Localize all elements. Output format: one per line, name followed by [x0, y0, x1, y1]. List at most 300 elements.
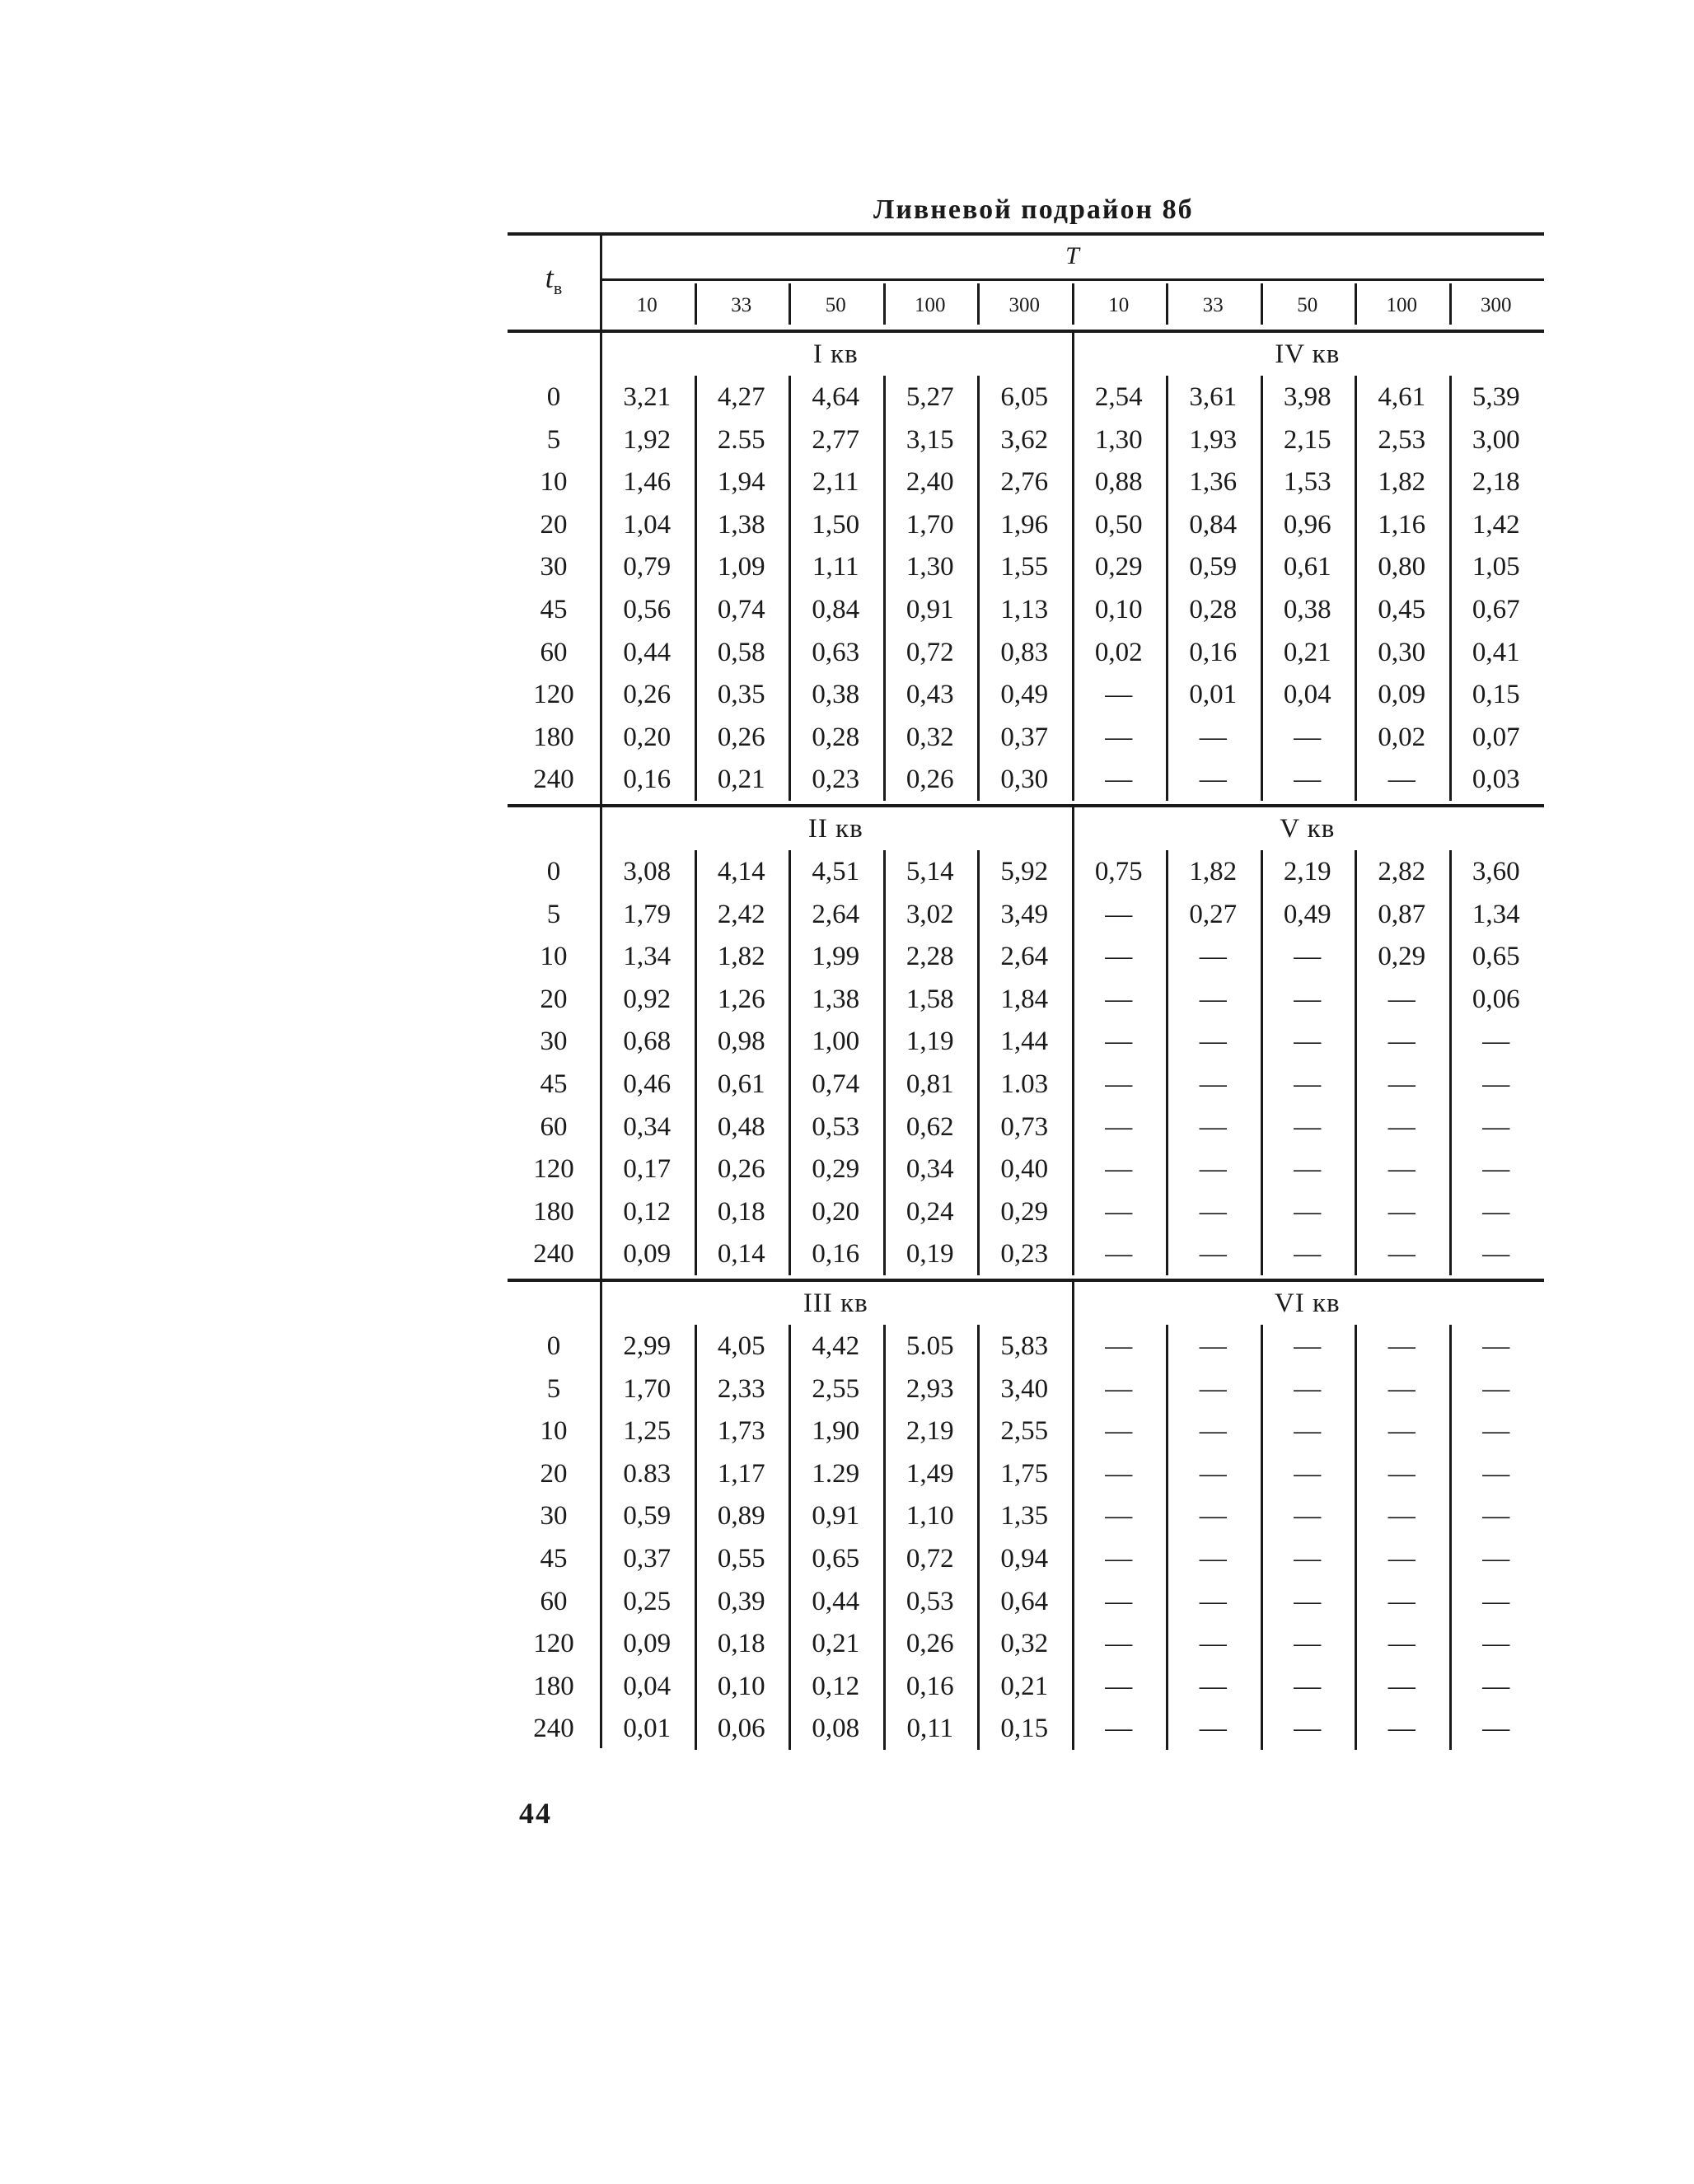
table-cell: — [1105, 1458, 1133, 1489]
table-cell: 1,13 [1000, 595, 1049, 624]
table-cell: 0,06 [1472, 984, 1520, 1014]
table-cell: 2,11 [812, 467, 859, 498]
table-cell: 0,16 [623, 765, 672, 795]
table-cell: — [1105, 1111, 1133, 1142]
table-cell: — [1105, 1196, 1133, 1227]
table-cell: 0,10 [717, 1671, 765, 1701]
table-cell: — [1199, 1416, 1227, 1447]
row-time-label: 10 [540, 1416, 568, 1447]
table-cell: — [1482, 1544, 1510, 1574]
table-cell: 0,48 [717, 1111, 765, 1142]
table-cell: 2,99 [623, 1331, 672, 1361]
table-cell: — [1105, 1027, 1133, 1057]
table-cell: — [1199, 1239, 1227, 1270]
table-cell: — [1387, 1629, 1416, 1659]
table-cell: 0,37 [1000, 722, 1049, 752]
table-cell: 2,28 [905, 942, 954, 972]
table-cell: 0,72 [905, 1544, 954, 1574]
table-cell: — [1294, 1458, 1322, 1489]
table-cell: 1,70 [623, 1373, 672, 1404]
table-cell: 0,25 [623, 1586, 672, 1616]
table-cell: — [1387, 1239, 1416, 1270]
table-cell: 0,67 [1472, 595, 1520, 624]
table-cell: 0,26 [905, 1629, 954, 1659]
row-time-label: 180 [533, 722, 574, 752]
table-cell: — [1387, 1027, 1416, 1057]
table-cell: — [1482, 1069, 1510, 1099]
table-cell: 0,65 [1472, 942, 1520, 972]
table-cell: 4,61 [1378, 382, 1426, 412]
table-cell: — [1105, 765, 1133, 795]
table-cell: 4,51 [812, 857, 860, 886]
table-cell: — [1199, 942, 1227, 972]
table-cell: 0,61 [717, 1069, 765, 1099]
table-cell: 0,84 [1189, 509, 1238, 540]
row-time-label: 0 [546, 857, 561, 886]
table-cell: 5,27 [905, 382, 954, 412]
table-cell: 0,12 [623, 1196, 672, 1227]
table-cell: 2,64 [1000, 942, 1049, 972]
table-cell: 0,45 [1378, 595, 1426, 624]
table-cell: 0,61 [1283, 552, 1331, 582]
t-value-header: 100 [915, 294, 946, 316]
table-cell: 2,64 [812, 899, 860, 929]
table-cell: — [1294, 1154, 1322, 1185]
table-cell: — [1387, 1458, 1416, 1489]
table-cell: 0,83 [1000, 637, 1049, 667]
table-cell: — [1294, 1544, 1322, 1574]
table-cell: — [1199, 1196, 1227, 1227]
row-time-label: 60 [540, 1111, 568, 1142]
table-cell: 0,20 [623, 722, 672, 752]
table-cell: — [1105, 1544, 1133, 1574]
table-cell: 0,91 [812, 1501, 860, 1532]
table-cell: — [1105, 1586, 1133, 1616]
table-cell: 1,70 [905, 509, 954, 540]
table-cell: 0,09 [623, 1239, 672, 1270]
table-cell: 0,59 [623, 1501, 672, 1532]
table-cell: 0,74 [812, 1069, 860, 1099]
table-cell: 2,77 [812, 424, 860, 455]
table-cell: 5,92 [1000, 857, 1049, 886]
table-cell: 0,59 [1189, 552, 1238, 582]
page-number: 44 [519, 1797, 552, 1830]
table-cell: 0.83 [623, 1458, 672, 1489]
table-cell: 0,88 [1094, 467, 1143, 498]
table-cell: 2,19 [905, 1416, 954, 1447]
table-cell: 0,27 [1189, 899, 1238, 929]
header-column-divider [1449, 283, 1452, 325]
table-cell: — [1105, 984, 1133, 1014]
header-column-divider [789, 283, 791, 325]
table-cell: — [1199, 722, 1227, 752]
table-cell: — [1294, 1111, 1322, 1142]
table-cell: 0,18 [717, 1196, 765, 1227]
table-cell: 1,16 [1378, 509, 1426, 540]
header-column-divider [1072, 283, 1074, 325]
table-cell: 1,82 [1189, 857, 1238, 886]
table-cell: — [1482, 1027, 1510, 1057]
table-cell: — [1105, 1154, 1133, 1185]
table-cell: — [1294, 1196, 1322, 1227]
table-cell: 1,10 [905, 1501, 954, 1532]
table-cell: — [1294, 1671, 1322, 1701]
table-cell: 1,30 [1094, 424, 1143, 455]
row-time-label: 5 [546, 1373, 561, 1404]
table-cell: 1,58 [905, 984, 954, 1014]
table-cell: 1,94 [717, 467, 765, 498]
table-cell: 0,29 [1378, 942, 1426, 972]
table-cell: 3,49 [1000, 899, 1049, 929]
table-cell: — [1294, 1586, 1322, 1616]
row-time-label: 45 [540, 595, 568, 624]
table-cell: 0,58 [717, 637, 765, 667]
table-cell: 0,26 [623, 680, 672, 710]
header-column-divider [977, 283, 980, 325]
table-cell: — [1294, 1714, 1322, 1744]
table-cell: 0,49 [1283, 899, 1331, 929]
table-cell: — [1482, 1501, 1510, 1532]
table-cell: 0,29 [1000, 1196, 1049, 1227]
row-time-label: 30 [540, 1027, 568, 1057]
table-top-rule [508, 232, 1544, 236]
row-time-label: 5 [546, 899, 561, 929]
table-cell: 1,38 [812, 984, 860, 1014]
table-cell: — [1105, 1416, 1133, 1447]
table-cell: — [1387, 1671, 1416, 1701]
table-cell: 1,46 [623, 467, 672, 498]
table-cell: 2,76 [1000, 467, 1049, 498]
table-cell: — [1199, 1373, 1227, 1404]
table-cell: 3,62 [1000, 424, 1049, 455]
row-time-label: 60 [540, 637, 568, 667]
table-cell: 1,42 [1472, 509, 1520, 540]
table-cell: 1,09 [717, 552, 765, 582]
table-cell: 1,30 [905, 552, 954, 582]
table-cell: 0,10 [1094, 595, 1143, 624]
table-cell: 0,91 [905, 595, 954, 624]
table-cell: 0,75 [1094, 857, 1143, 886]
table-cell: 4,27 [717, 382, 765, 412]
table-cell: 3,00 [1472, 424, 1520, 455]
table-cell: 1,25 [623, 1416, 672, 1447]
row-time-label: 60 [540, 1586, 568, 1616]
table-cell: 0,40 [1000, 1154, 1049, 1185]
table-cell: 0,19 [905, 1239, 954, 1270]
table-cell: 4,14 [717, 857, 765, 886]
table-cell: — [1199, 1111, 1227, 1142]
table-cell: — [1199, 1458, 1227, 1489]
table-cell: 0,46 [623, 1069, 672, 1099]
table-cell: 0,04 [1283, 680, 1331, 710]
table-cell: 1,96 [1000, 509, 1049, 540]
table-cell: 0,06 [717, 1714, 765, 1744]
table-cell: 0,37 [623, 1544, 672, 1574]
t-value-header: 300 [1008, 294, 1040, 316]
table-cell: 0,34 [623, 1111, 672, 1142]
table-cell: — [1105, 1501, 1133, 1532]
t-value-header: 33 [731, 294, 752, 316]
table-cell: 1,84 [1000, 984, 1049, 1014]
table-cell: 0,11 [906, 1714, 954, 1744]
table-cell: 0,28 [1189, 595, 1238, 624]
table-cell: — [1387, 1069, 1416, 1099]
table-cell: 1.29 [812, 1458, 860, 1489]
table-cell: 0,15 [1000, 1714, 1049, 1744]
table-cell: — [1105, 942, 1133, 972]
table-cell: 0,89 [717, 1501, 765, 1532]
table-cell: — [1199, 1501, 1227, 1532]
section-label-right: VI кв [1274, 1288, 1341, 1318]
table-cell: 0,09 [1378, 680, 1426, 710]
table-cell: — [1482, 1111, 1510, 1142]
table-cell: 0,55 [717, 1544, 765, 1574]
table-cell: 0,43 [905, 680, 954, 710]
section-label-right: V кв [1280, 814, 1336, 844]
table-cell: 1,00 [812, 1027, 860, 1057]
table-cell: — [1105, 1069, 1133, 1099]
table-cell: 1,19 [905, 1027, 954, 1057]
table-cell: — [1105, 680, 1133, 710]
table-cell: 0,38 [812, 680, 860, 710]
table-cell: 2.55 [717, 424, 765, 455]
table-cell: — [1199, 1629, 1227, 1659]
table-cell: 1,90 [812, 1416, 860, 1447]
t-value-header: 33 [1202, 294, 1224, 316]
table-cell: — [1105, 1629, 1133, 1659]
table-cell: — [1387, 1501, 1416, 1532]
table-cell: 1,11 [812, 552, 859, 582]
table-cell: — [1482, 1373, 1510, 1404]
table-cell: 0,26 [717, 1154, 765, 1185]
table-cell: — [1387, 1714, 1416, 1744]
table-cell: 0,18 [717, 1629, 765, 1659]
table-cell: 0,21 [812, 1629, 860, 1659]
table-cell: — [1482, 1629, 1510, 1659]
table-cell: 1,75 [1000, 1458, 1049, 1489]
header-column-divider [883, 283, 886, 325]
table-cell: — [1482, 1458, 1510, 1489]
table-cell: 0,72 [905, 637, 954, 667]
table-cell: 0,26 [717, 722, 765, 752]
table-cell: 2,55 [1000, 1416, 1049, 1447]
t-value-header: 10 [1108, 294, 1130, 316]
table-cell: — [1294, 765, 1322, 795]
table-cell: 0,98 [717, 1027, 765, 1057]
table-cell: 0,38 [1283, 595, 1331, 624]
table-cell: 5,83 [1000, 1331, 1049, 1361]
table-cell: 0,84 [812, 595, 860, 624]
table-cell: — [1387, 984, 1416, 1014]
table-cell: 0,20 [812, 1196, 860, 1227]
table-cell: 6,05 [1000, 382, 1049, 412]
table-cell: — [1105, 1331, 1133, 1361]
table-cell: 0,56 [623, 595, 672, 624]
table-cell: 3,98 [1283, 382, 1331, 412]
table-cell: 0,03 [1472, 765, 1520, 795]
table-cell: 1,26 [717, 984, 765, 1014]
row-time-label: 10 [540, 467, 568, 498]
table-cell: 1,79 [623, 899, 672, 929]
table-cell: — [1294, 1416, 1322, 1447]
table-cell: — [1105, 1671, 1133, 1701]
table-cell: 3,02 [905, 899, 954, 929]
header-column-divider [695, 283, 697, 325]
table-cell: — [1199, 1586, 1227, 1616]
table-cell: — [1294, 722, 1322, 752]
row-time-label: 20 [540, 984, 568, 1014]
table-cell: 0,24 [905, 1196, 954, 1227]
table-cell: 1,38 [717, 509, 765, 540]
table-cell: 1,36 [1189, 467, 1238, 498]
table-cell: 0,02 [1094, 637, 1143, 667]
table-cell: 0,09 [623, 1629, 672, 1659]
table-cell: 0,28 [812, 722, 860, 752]
table-cell: — [1105, 1239, 1133, 1270]
table-cell: 0,14 [717, 1239, 765, 1270]
table-cell: — [1482, 1196, 1510, 1227]
row-time-label: 120 [533, 680, 574, 710]
table-cell: 0,32 [1000, 1629, 1049, 1659]
table-cell: 3,60 [1472, 857, 1520, 886]
table-cell: 0,26 [905, 765, 954, 795]
row-time-label: 240 [533, 1714, 574, 1744]
table-cell: 1,34 [1472, 899, 1520, 929]
table-cell: 0,32 [905, 722, 954, 752]
table-cell: 3,40 [1000, 1373, 1049, 1404]
row-time-label: 240 [533, 765, 574, 795]
table-cell: 3,21 [623, 382, 672, 412]
header-column-divider [1166, 283, 1168, 325]
table-cell: 0,49 [1000, 680, 1049, 710]
table-cell: 1,82 [1378, 467, 1426, 498]
table-cell: 1,92 [623, 424, 672, 455]
table-cell: 0,29 [1094, 552, 1143, 582]
table-cell: — [1482, 1714, 1510, 1744]
table-cell: 0,35 [717, 680, 765, 710]
table-cell: 2,19 [1283, 857, 1331, 886]
row-time-label: 30 [540, 1501, 568, 1532]
table-cell: — [1105, 722, 1133, 752]
table-cell: 1,35 [1000, 1501, 1049, 1532]
table-cell: — [1294, 1239, 1322, 1270]
table-cell: 1,50 [812, 509, 860, 540]
table-cell: 0,73 [1000, 1111, 1049, 1142]
t-value-header: 50 [1297, 294, 1318, 316]
table-cell: — [1482, 1331, 1510, 1361]
row-time-label: 180 [533, 1671, 574, 1701]
table-cell: — [1482, 1416, 1510, 1447]
table-cell: — [1294, 1629, 1322, 1659]
row-time-label: 45 [540, 1069, 568, 1099]
table-cell: — [1387, 1331, 1416, 1361]
table-cell: 0,44 [623, 637, 672, 667]
table-cell: 0,29 [812, 1154, 860, 1185]
t-value-header: 10 [636, 294, 657, 316]
table-cell: — [1199, 1027, 1227, 1057]
table-cell: 0,16 [905, 1671, 954, 1701]
table-cell: 1,99 [812, 942, 860, 972]
header-column-divider [1261, 283, 1263, 325]
table-cell: — [1387, 1544, 1416, 1574]
table-cell: 0,53 [905, 1586, 954, 1616]
row-time-label: 120 [533, 1154, 574, 1185]
table-cell: 2,93 [905, 1373, 954, 1404]
table-cell: 1,82 [717, 942, 765, 972]
table-cell: — [1387, 765, 1416, 795]
table-cell: 0,16 [1189, 637, 1238, 667]
table-cell: 0,94 [1000, 1544, 1049, 1574]
table-cell: 1,34 [623, 942, 672, 972]
table-cell: — [1387, 1196, 1416, 1227]
table-cell: — [1294, 1069, 1322, 1099]
table-cell: 0,41 [1472, 637, 1520, 667]
table-cell: — [1482, 1154, 1510, 1185]
table-cell: — [1105, 1373, 1133, 1404]
table-cell: — [1482, 1671, 1510, 1701]
section-label-left: II кв [807, 814, 863, 844]
table-cell: — [1199, 1331, 1227, 1361]
table-cell: 0,23 [1000, 1239, 1049, 1270]
table-cell: 1,93 [1189, 424, 1238, 455]
table-cell: 0,34 [905, 1154, 954, 1185]
row-label-text: t [545, 261, 554, 294]
table-cell: 0,53 [812, 1111, 860, 1142]
table-cell: 1,73 [717, 1416, 765, 1447]
table-cell: 5,14 [905, 857, 954, 886]
table-cell: 1,44 [1000, 1027, 1049, 1057]
table-cell: 0,15 [1472, 680, 1520, 710]
table-cell: 0,39 [717, 1586, 765, 1616]
table-cell: 0,50 [1094, 509, 1143, 540]
table-cell: — [1482, 1239, 1510, 1270]
table-cell: 0,21 [1283, 637, 1331, 667]
table-cell: 1.03 [1000, 1069, 1049, 1099]
table-cell: — [1105, 1714, 1133, 1744]
table-cell: — [1199, 1069, 1227, 1099]
table-cell: — [1199, 984, 1227, 1014]
table-cell: — [1199, 1671, 1227, 1701]
table-cell: 0,07 [1472, 722, 1520, 752]
row-time-label: 10 [540, 942, 568, 972]
t-group-rule [600, 278, 1544, 281]
table-cell: 0,87 [1378, 899, 1426, 929]
table-cell: 1,17 [717, 1458, 765, 1489]
header-column-divider [1355, 283, 1357, 325]
table-cell: 0,17 [623, 1154, 672, 1185]
table-cell: — [1387, 1586, 1416, 1616]
block-separator-rule [508, 804, 1544, 807]
table-cell: — [1199, 1544, 1227, 1574]
table-cell: — [1105, 899, 1133, 929]
table-cell: 0,01 [1189, 680, 1238, 710]
table-cell: — [1294, 984, 1322, 1014]
header-bottom-rule [508, 330, 1544, 333]
table-cell: 0,30 [1378, 637, 1426, 667]
table-cell: — [1482, 1586, 1510, 1616]
table-cell: 0,02 [1378, 722, 1426, 752]
row-time-label: 0 [546, 1331, 561, 1361]
table-cell: 0,64 [1000, 1586, 1049, 1616]
table-cell: 4,05 [717, 1331, 765, 1361]
table-cell: — [1387, 1373, 1416, 1404]
table-cell: 0,12 [812, 1671, 860, 1701]
table-cell: — [1199, 1154, 1227, 1185]
table-cell: 1,49 [905, 1458, 954, 1489]
row-time-label: 120 [533, 1629, 574, 1659]
table-cell: 0,21 [1000, 1671, 1049, 1701]
table-cell: — [1199, 765, 1227, 795]
